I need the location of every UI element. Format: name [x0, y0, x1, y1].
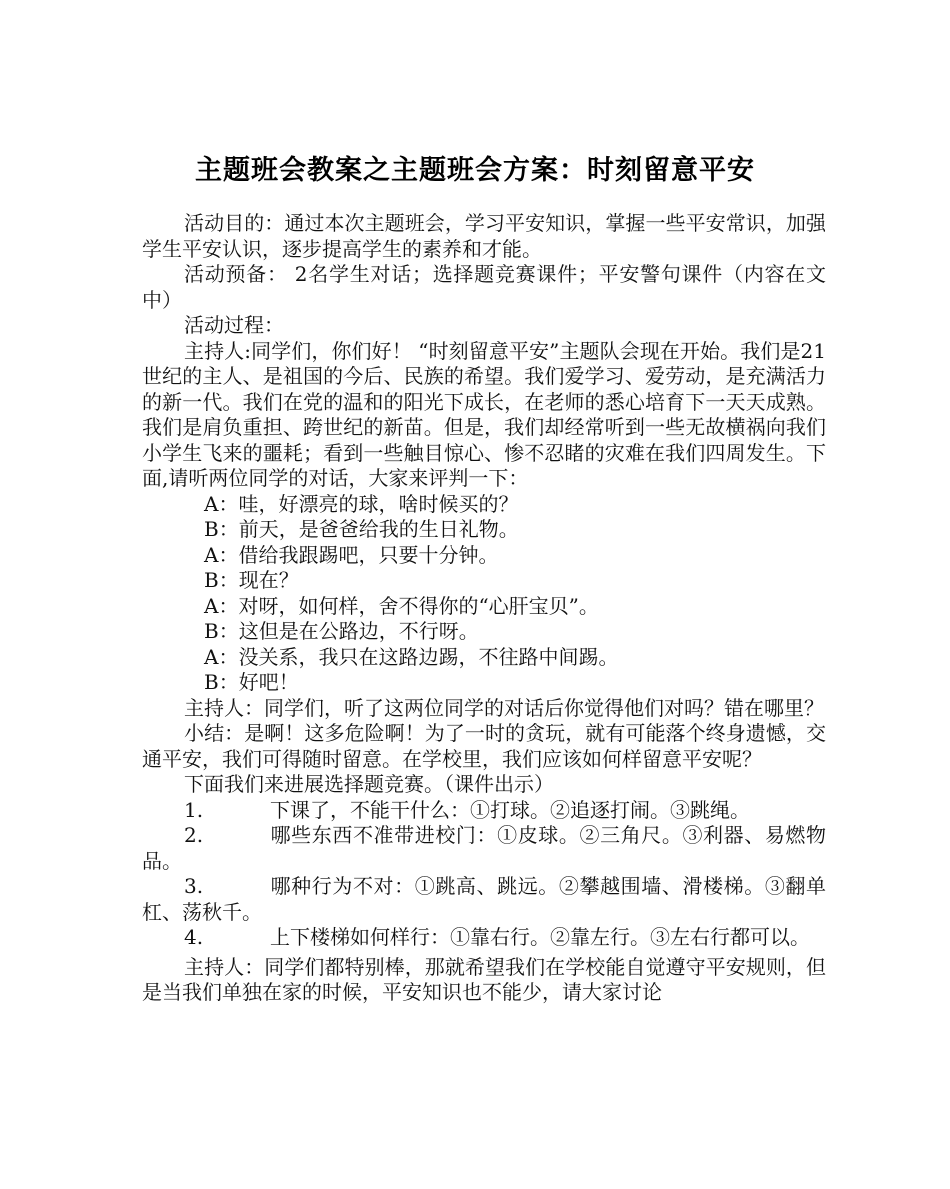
paragraph-host-question: 主持人：同学们，听了这两位同学的对话后你觉得他们对吗？错在哪里？ — [184, 695, 824, 720]
quiz-text: 哪种行为不对：①跳高、跳远。②攀越围墙、滑楼梯。③翻单杠、荡秋千。 — [142, 874, 826, 924]
quiz-number: 3. — [184, 874, 204, 898]
dialogue-line: B：好吧！ — [204, 670, 299, 694]
dialogue-line: B：现在？ — [204, 568, 299, 592]
dialogue-line: A：没关系，我只在这路边踢，不往路中间踢。 — [204, 644, 619, 669]
quiz-text: 上下楼梯如何样行：①靠右行。②靠左行。③左右行都可以。 — [270, 925, 810, 949]
dialogue-line: B：前天，是爸爸给我的生日礼物。 — [204, 517, 519, 541]
paragraph-quiz-intro: 下面我们来进展选择题竞赛。（课件出示） — [184, 772, 554, 796]
quiz-item — [142, 798, 826, 824]
dialogue-line: A：哇，好漂亮的球，啥时候买的？ — [204, 491, 519, 516]
dialogue-line: A：对呀，如何样，舍不得你的“心肝宝贝”。 — [204, 593, 599, 618]
quiz-item — [142, 823, 826, 874]
dialogue-line: B：这但是在公路边，不行呀。 — [204, 619, 479, 643]
quiz-item — [142, 925, 826, 951]
paragraph-host-intro: 主持人:同学们，你们好！ “时刻留意平安”主题队会现在开始。我们是21世纪的主人、是祖国的今后、民族的希望。我们爱学习、爱劳动，是充满活力的新一代。我们在党的温和的阳光下成长，在老师的悉心培育下一天天成熟。我们是肩负重担、跨世纪的新苗。但是，我们却经常听到一些无故横祸向我们小学生飞来的噩耗；看到一些触目惊心、惨不忍睹的灾难在我们四周发生。下面,请听两位同学的对话，大家来评判一下： — [142, 338, 826, 490]
quiz-text: 哪些东西不准带进校门：①皮球。②三角尺。③利器、易燃物品。 — [142, 823, 826, 873]
quiz-text: 下课了，不能干什么：①打球。②追逐打闹。③跳绳。 — [270, 797, 750, 822]
document-body — [142, 211, 826, 1006]
document-title: 主题班会教案之主题班会方案：时刻留意平安 — [195, 155, 755, 187]
paragraph-summary: 小结：是啊！这多危险啊！为了一时的贪玩，就有可能落个终身遗憾，交通平安，我们可得随时留意。在学校里，我们应该如何样留意平安呢？ — [142, 721, 826, 771]
quiz-item — [142, 874, 826, 925]
dialogue-line: A：借给我跟踢吧，只要十分钟。 — [204, 542, 499, 567]
quiz-number: 2. — [184, 823, 204, 847]
quiz-number: 1. — [184, 797, 204, 822]
quiz-number: 4. — [184, 925, 204, 949]
paragraph-process: 活动过程： — [184, 313, 284, 337]
paragraph-purpose: 活动目的：通过本次主题班会，学习平安知识，掌握一些平安常识，加强学生平安认识，逐步提高学生的素养和才能。 — [142, 211, 826, 261]
paragraph-host-closing: 主持人：同学们都特别棒，那就希望我们在学校能自觉遵守平安规则，但是当我们单独在家的时候，平安知识也不能少，请大家讨论 — [142, 954, 826, 1004]
paragraph-preparation: 活动预备： 2名学生对话；选择题竞赛课件；平安警句课件（内容在文中） — [142, 262, 826, 312]
